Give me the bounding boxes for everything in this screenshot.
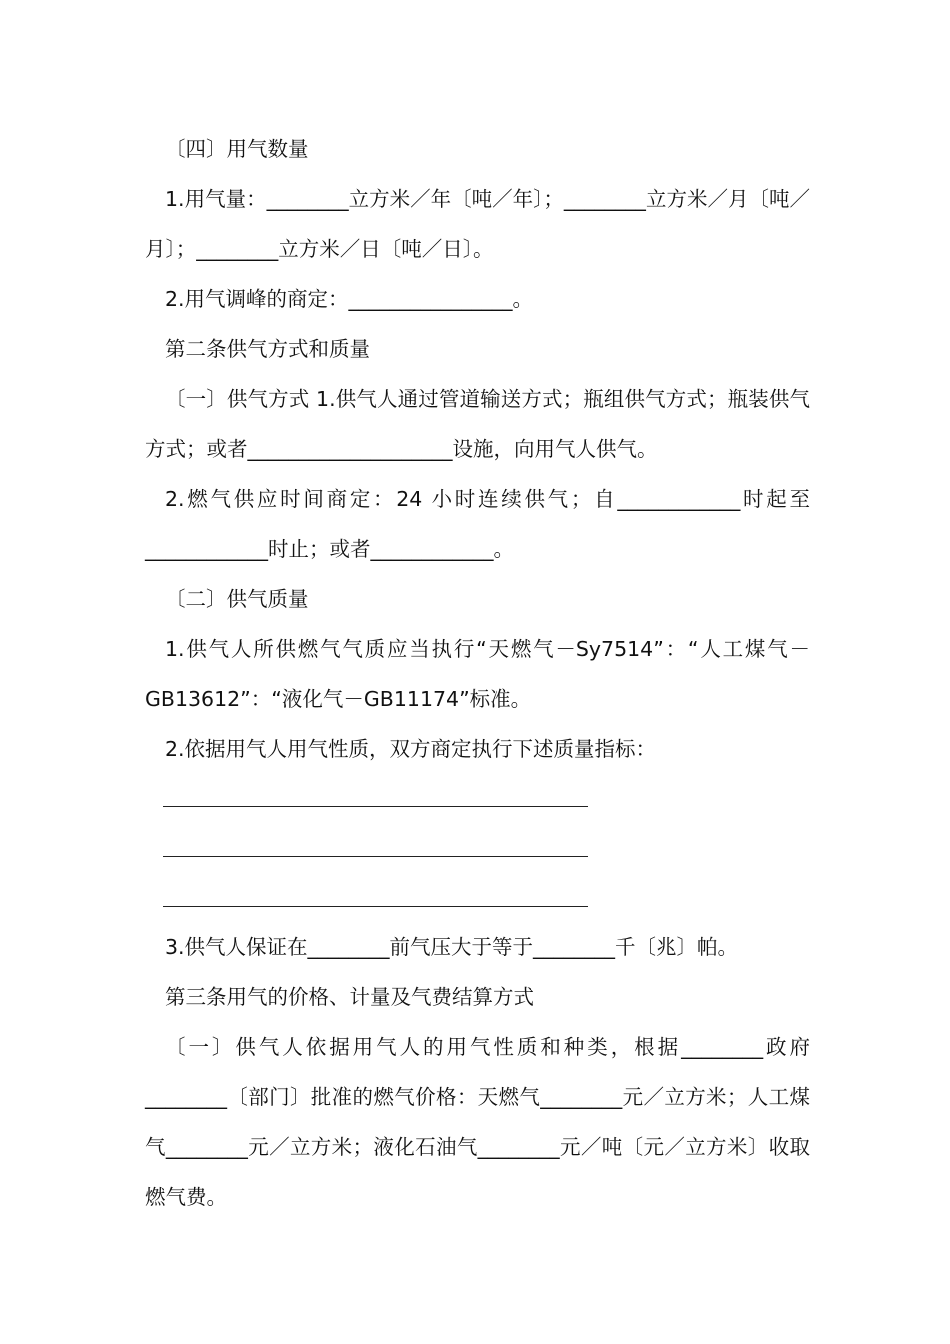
paragraph-supply-method: 〔一〕供气方式 1.供气人通过管道输送方式；瓶组供气方式；瓶装供气方式；或者____________________设施，向用气人供气。 <box>145 387 810 461</box>
fill-in-line-1 <box>163 806 588 807</box>
section-heading-usage-quantity: 〔四〕用气数量 <box>165 137 309 161</box>
paragraph-gas-volume: 1.用气量：________立方米／年〔吨／年〕；________立方米／月〔吨／月〕；________立方米／日〔吨／日〕。 <box>145 187 810 261</box>
paragraph-pressure-guarantee: 3.供气人保证在________前气压大于等于________千〔兆〕帕。 <box>165 935 739 959</box>
fill-in-line-2 <box>163 856 588 857</box>
paragraph-quality-indicators: 2.依据用气人用气性质，双方商定执行下述质量指标： <box>165 737 657 761</box>
fill-in-line-3 <box>163 906 588 907</box>
article-two-heading: 第二条供气方式和质量 <box>165 337 370 361</box>
paragraph-peak-regulation: 2.用气调峰的商定：________________。 <box>165 287 534 311</box>
paragraph-quality-standards: 1.供气人所供燃气气质应当执行“天燃气－Sy7514”：“人工煤气－GB13612”：“液化气－GB11174”标准。 <box>145 637 810 711</box>
paragraph-supply-time: 2.燃气供应时间商定：24 小时连续供气；自____________时起至____________时止；或者____________。 <box>145 487 810 561</box>
section-heading-supply-quality: 〔二〕供气质量 <box>165 587 309 611</box>
article-three-heading: 第三条用气的价格、计量及气费结算方式 <box>165 985 534 1009</box>
paragraph-gas-price: 〔一〕供气人依据用气人的用气性质和种类，根据________政府________〔部门〕批准的燃气价格：天燃气________元／立方米；人工煤气________元／立方米；液化石油气________元／吨〔元／立方米〕收取燃气费。 <box>145 1035 810 1209</box>
